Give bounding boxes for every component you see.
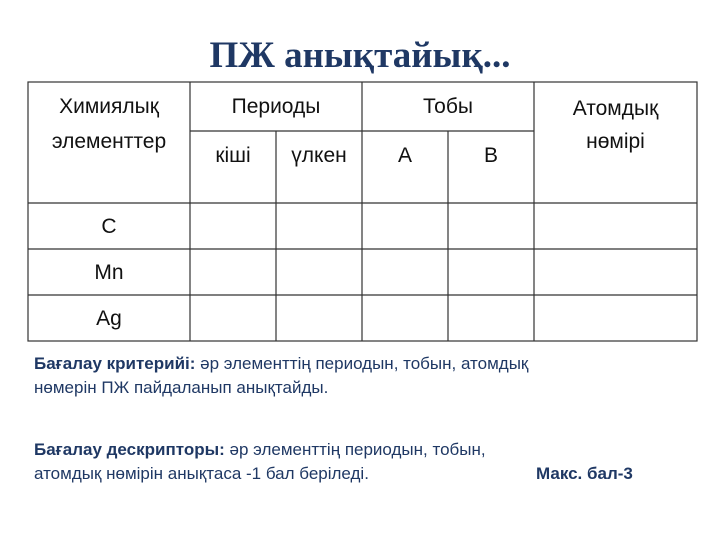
header-group-b: В <box>483 144 498 167</box>
criteria-label: Бағалау критерийі: <box>34 354 196 373</box>
descriptors-block <box>34 438 694 486</box>
page-title: ПЖ анықтайық... <box>209 35 511 76</box>
row-element-c: C <box>101 215 117 238</box>
descriptors-text-line1: әр элементтің периодын, тобын, <box>229 440 486 459</box>
header-elements-line1: Химиялық <box>59 95 159 118</box>
header-group: Тобы <box>423 95 473 118</box>
row-element-mn: Mn <box>94 261 124 284</box>
header-group-a: А <box>397 144 412 167</box>
row-element-ag: Ag <box>96 307 122 330</box>
header-atomic-line2: нөмірі <box>586 130 645 153</box>
header-large-period: үлкен <box>291 144 347 167</box>
header-small-period: кіші <box>215 144 251 167</box>
criteria-text-line2: нөмерін ПЖ пайдаланып анықтайды. <box>34 378 329 397</box>
header-periods: Периоды <box>231 95 321 118</box>
header-atomic-line1: Атомдық <box>572 97 659 120</box>
criteria-text-line1: әр элементтің периодын, тобын, атомдық <box>200 354 529 373</box>
header-elements-line2: элементтер <box>51 130 167 153</box>
criteria-block <box>34 352 694 400</box>
descriptors-text-line2: атомдық нөмірін анықтаса -1 бал беріледі. <box>34 464 369 483</box>
max-score: Макс. бал-3 <box>536 464 633 483</box>
descriptors-label: Бағалау дескрипторы: <box>34 440 225 459</box>
